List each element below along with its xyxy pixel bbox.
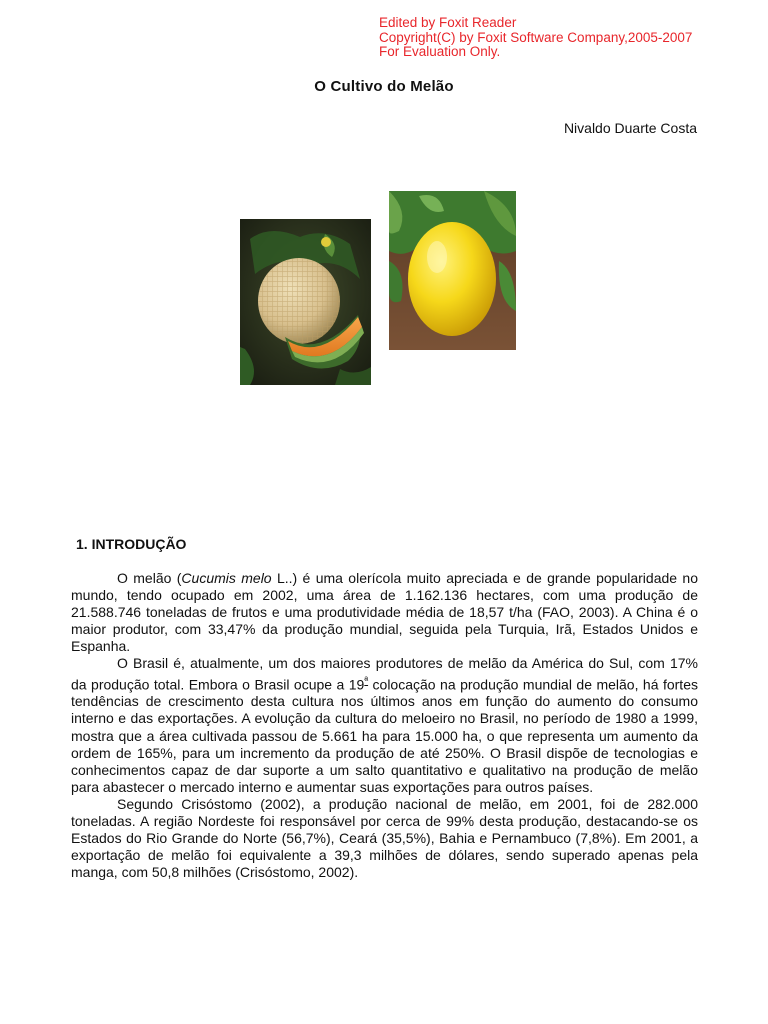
- cantaloupe-photo: [240, 219, 371, 385]
- document-title: O Cultivo do Melão: [314, 78, 454, 95]
- ordinal-indicator: ª: [364, 675, 369, 687]
- paragraph-text: O Brasil é, atualmente, um dos maiores produtores de melão da América do Sul, com 17% da produção total. Embora o Brasil ocupe a 19: [71, 655, 698, 693]
- body-paragraph: Segundo Crisóstomo (2002), a produção nacional de melão, em 2001, foi de 282.000 toneladas. A região Nordeste foi responsável por cerca de 99% desta produção, destacando-se os Estados do Rio Grande do Norte (56,7%), Ceará (35,5%), Bahia e Pernambuco (7,8%). Em 2001, a exportação de melão foi equivalente a 39,3 milhões de dólares, sendo superado apenas pela manga, com 50,8 milhões (Crisóstomo, 2002).: [71, 795, 698, 881]
- paragraph-text: L..) é uma olerícola muito apreciada e de grande popularidade no mundo, tendo ocupado em 2002, uma área de 1.162.136 hectares, com uma produção de 21.588.746 toneladas de frutos e uma produtividade média de 18,57 t/ha (FAO, 2003). A China é o maior produtor, com 33,47% da produção mundial, seguida pela Turquia, Irã, Estados Unidos e Espanha.: [71, 570, 698, 655]
- scientific-name: Cucumis melo: [181, 570, 272, 586]
- section-body: [71, 570, 698, 881]
- watermark-line: Edited by Foxit Reader: [379, 15, 517, 30]
- body-paragraph: [71, 655, 698, 795]
- paragraph-text: O melão (: [117, 570, 182, 586]
- document-author: Nivaldo Duarte Costa: [563, 120, 697, 136]
- evaluation-watermark: [379, 16, 692, 60]
- section-heading: 1. INTRODUÇÃO: [76, 536, 187, 552]
- yellow-melon-photo: [389, 191, 516, 350]
- watermark-line: Copyright(C) by Foxit Software Company,2005-2007: [379, 29, 693, 45]
- paragraph-text: colocação na produção mundial de melão, há fortes tendências de crescimento desta cultura nos últimos anos em função do aumento do consumo interno e das exportações. A evolução da cultura do meloeiro no Brasil, no período de 1980 a 1999, mostra que a área cultivada passou de 5.661 ha para 15.000 ha, o que representa um aumento da ordem de 165%, para um incremento da produção de até 250%. O Brasil dispõe de tecnologias e conhecimentos capaz de dar suporte a um salto quantitativo e qualitativo na produção de melão para abastecer o mercado interno e aumentar suas exportações para outros países.: [71, 676, 698, 795]
- watermark-line: For Evaluation Only.: [379, 44, 501, 59]
- body-paragraph: [71, 570, 698, 655]
